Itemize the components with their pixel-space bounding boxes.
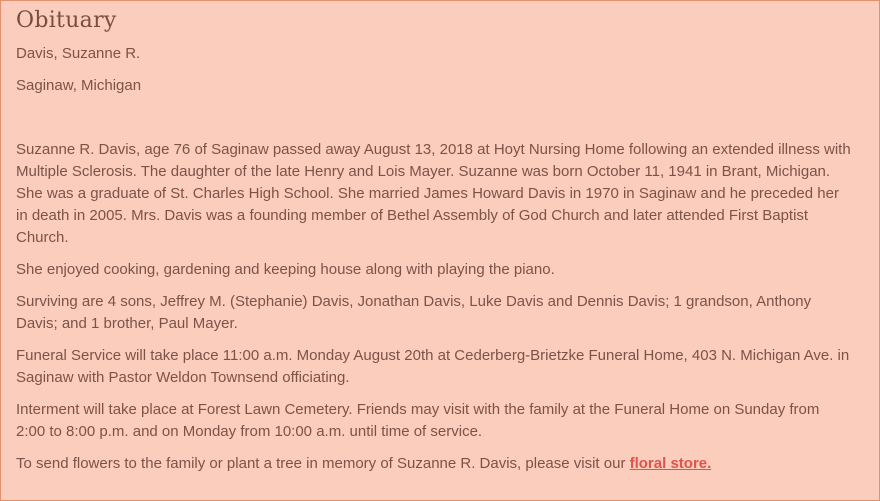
spacer xyxy=(16,107,851,129)
flowers-text: To send flowers to the family or plant a tree in memory of Suzanne R. Davis, please visit our xyxy=(16,455,630,472)
obituary-paragraph-life: Suzanne R. Davis, age 76 of Saginaw passed away August 13, 2018 at Hoyt Nursing Home following an extended illness with Multiple Sclerosis. The daughter of the late Henry and Lois Mayer. Suzanne was born October 11, 1941 in Brant, Michigan. She was a graduate of St. Charles High School. She married James Howard Davis in 1970 in Saginaw and he preceded her in death in 2005. Mrs. Davis was a founding member of Bethel Assembly of God Church and later attended First Baptist Church. xyxy=(16,141,851,246)
deceased-location: Saginaw, Michigan xyxy=(16,77,142,94)
obituary-paragraph-interment: Interment will take place at Forest Lawn Cemetery. Friends may visit with the family at the Funeral Home on Sunday from 2:00 to 8:00 p.m. and on Monday from 10:00 a.m. until time of service. xyxy=(16,401,820,440)
flowers-paragraph xyxy=(16,453,851,475)
page-title: Obituary xyxy=(16,8,117,33)
obituary-paragraph-hobbies: She enjoyed cooking, gardening and keeping house along with playing the piano. xyxy=(16,261,555,278)
deceased-name: Davis, Suzanne R. xyxy=(16,45,141,62)
obituary-content xyxy=(16,43,851,485)
obituary-paragraph-survivors: Surviving are 4 sons, Jeffrey M. (Stephanie) Davis, Jonathan Davis, Luke Davis and Dennis Davis; 1 grandson, Anthony Davis; and 1 brother, Paul Mayer. xyxy=(16,293,812,332)
obituary-paragraph-service: Funeral Service will take place 11:00 a.m. Monday August 20th at Cederberg-Brietzke Funeral Home, 403 N. Michigan Ave. in Saginaw with Pastor Weldon Townsend officiating. xyxy=(16,347,850,386)
floral-store-link[interactable]: floral store. xyxy=(629,455,712,472)
